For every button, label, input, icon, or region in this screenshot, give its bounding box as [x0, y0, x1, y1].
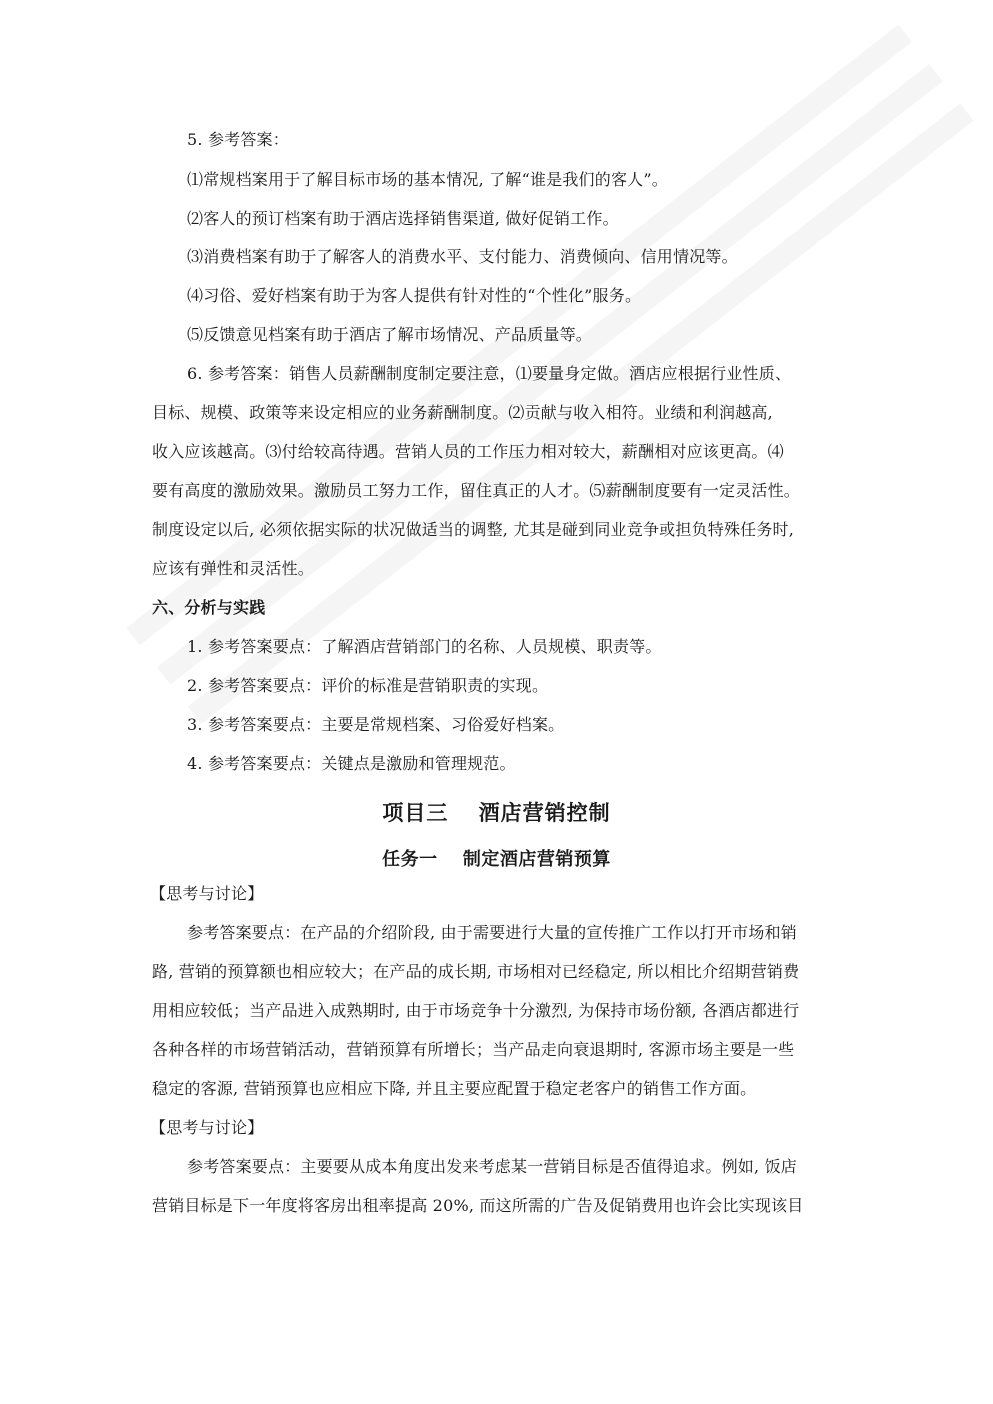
- section-heading-analysis: 六、分析与实践: [152, 598, 266, 617]
- practice-item-2: 2. 参考答案要点：评价的标准是营销职责的实现。: [187, 676, 549, 695]
- answer-5-heading: 5. 参考答案：: [187, 130, 289, 149]
- practice-item-4: 4. 参考答案要点：关键点是激励和管理规范。: [187, 754, 516, 773]
- discussion-1-line-1: 参考答案要点：在产品的介绍阶段, 由于需要进行大量的宣传推广工作以打开市场和销: [187, 923, 797, 942]
- answer-6-line-1: 6. 参考答案：销售人员薪酬制度制定要注意，⑴要量身定做。酒店应根据行业性质、: [187, 364, 792, 383]
- answer-6-line-3: 收入应该越高。⑶付给较高待遇。营销人员的工作压力相对较大，薪酬相对应该更高。⑷: [152, 442, 784, 461]
- practice-item-1: 1. 参考答案要点：了解酒店营销部门的名称、人员规模、职责等。: [187, 637, 662, 656]
- answer-6-line-6: 应该有弹性和灵活性。: [152, 559, 315, 578]
- answer-6-line-4: 要有高度的激励效果。激励员工努力工作，留住真正的人才。⑸薪酬制度要有一定灵活性。: [152, 481, 801, 500]
- discussion-2-line-1: 参考答案要点：主要要从成本角度出发来考虑某一营销目标是否值得追求。例如, 饭店: [187, 1157, 797, 1176]
- discussion-2-line-2: 营销目标是下一年度将客房出租率提高 20%, 而这所需的广告及促销费用也许会比实现该目: [152, 1196, 804, 1215]
- discussion-1-line-3: 用相应较低；当产品进入成熟期时, 由于市场竞争十分激烈, 为保持市场份额, 各酒店都进行: [152, 1001, 800, 1020]
- answer-6-line-5: 制度设定以后, 必须依据实际的状况做适当的调整, 尤其是碰到同业竞争或担负特殊任务时,: [152, 520, 795, 539]
- answer-5-item-3: ⑶消费档案有助于了解客人的消费水平、支付能力、消费倾向、信用情况等。: [187, 247, 738, 266]
- practice-item-3: 3. 参考答案要点：主要是常规档案、习俗爱好档案。: [187, 715, 565, 734]
- answer-5-item-1: ⑴常规档案用于了解目标市场的基本情况, 了解“谁是我们的客人”。: [187, 170, 668, 189]
- discussion-heading-1: 【思考与讨论】: [150, 884, 264, 903]
- answer-5-item-4: ⑷习俗、爱好档案有助于为客人提供有针对性的“个性化”服务。: [187, 286, 642, 305]
- discussion-heading-2: 【思考与讨论】: [150, 1118, 264, 1137]
- discussion-1-line-5: 稳定的客源, 营销预算也应相应下降, 并且主要应配置于稳定老客户的销售工作方面。: [152, 1079, 757, 1098]
- answer-5-item-5: ⑸反馈意见档案有助于酒店了解市场情况、产品质量等。: [187, 325, 593, 344]
- task-title: 任务一 制定酒店营销预算: [382, 849, 611, 870]
- answer-5-item-2: ⑵客人的预订档案有助于酒店选择销售渠道, 做好促销工作。: [187, 209, 619, 228]
- answer-6-line-2: 目标、规模、政策等来设定相应的业务薪酬制度。⑵贡献与收入相符。业绩和利润越高,: [152, 403, 773, 422]
- discussion-1-line-2: 路, 营销的预算额也相应较大；在产品的成长期, 市场相对已经稳定, 所以相比介绍期营销费: [152, 962, 800, 981]
- discussion-1-line-4: 各种各样的市场营销活动，营销预算有所增长；当产品走向衰退期时, 客源市场主要是一些: [152, 1040, 795, 1059]
- project-title: 项目三 酒店营销控制: [382, 801, 611, 825]
